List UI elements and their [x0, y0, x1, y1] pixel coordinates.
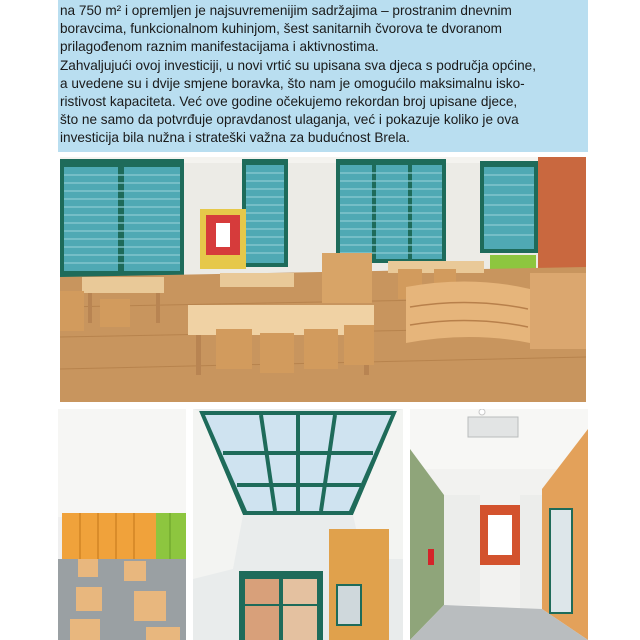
article-paragraph-1 — [60, 2, 590, 56]
corridor-photo — [410, 409, 588, 640]
text-line: na 750 m² i opremljen je najsuvremenijim sadržajima – prostranim dnevnim — [60, 3, 512, 18]
text-line: ristivost kapaciteta. Već ove godine očekujemo rekordan broj upisane djece, — [60, 94, 518, 109]
article-paragraph-2 — [60, 57, 590, 147]
skylight-photo — [193, 409, 403, 640]
text-line: što ne samo da potvrđuje opravdanost ulaganja, već i pokazuje koliko je ova — [60, 112, 519, 127]
cloakroom-photo — [58, 409, 186, 640]
text-line: investicija bila nužna i strateški važna za budućnost Brela. — [60, 130, 410, 145]
classroom-photo — [60, 157, 586, 402]
text-line: a uvedene su i dvije smjene boravka, što nam je omogućilo maksimalnu isko- — [60, 76, 525, 91]
text-line: Zahvaljujući ovoj investiciji, u novi vrtić su upisana sva djeca s područja općine, — [60, 58, 537, 73]
text-line: prilagođenom raznim manifestacijama i aktivnostima. — [60, 39, 379, 54]
text-line: boravcima, funkcionalnom kuhinjom, šest sanitarnih čvorova te dvoranom — [60, 21, 503, 36]
